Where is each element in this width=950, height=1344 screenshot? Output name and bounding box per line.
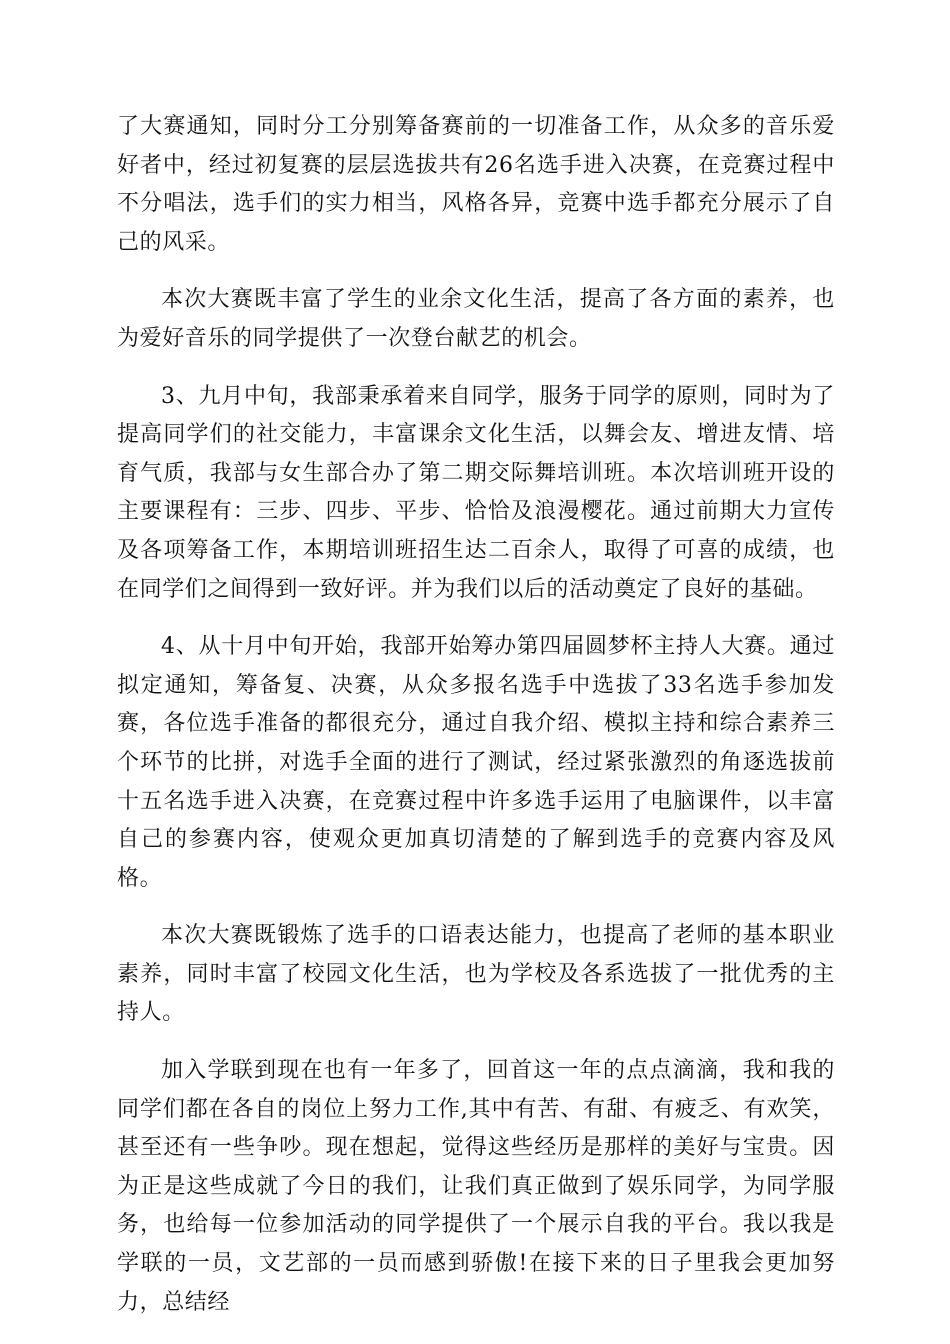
paragraph-4: 4、从十月中旬开始，我部开始筹办第四届圆梦杯主持人大赛。通过拟定通知，筹备复、决赛，从众多报名选手中选拔了33名选手参加发赛，各位选手准备的都很充分，通过自我介绍、模拟主持和综合素养三个环节的比拼，对选手全面的进行了测试，经过紧张激烈的角逐选拔前十五名选手进入决赛，在竞赛过程中许多选手运用了电脑课件，以丰富自己的参赛内容，使观众更加真切清楚的了解到选手的竞赛内容及风格。 (117, 634, 835, 891)
paragraph-6: 加入学联到现在也有一年多了，回首这一年的点点滴滴，我和我的同学们都在各自的岗位上努力工作,其中有苦、有甜、有疲乏、有欢笑，甚至还有一些争吵。现在想起，觉得这些经历是那样的美好与宝贵。因为正是这些成就了今日的我们，让我们真正做到了娱乐同学，为同学服务，也给每一位参加活动的同学提供了一个展示自我的平台。我以我是学联的一员，文艺部的一员而感到骄傲!在接下来的日子里我会更加努力，总结经 (117, 1058, 835, 1315)
paragraph-5: 本次大赛既锻炼了选手的口语表达能力，也提高了老师的基本职业素养，同时丰富了校园文化生活，也为学校及各系选拔了一批优秀的主持人。 (117, 923, 835, 1026)
paragraph-2: 本次大赛既丰富了学生的业余文化生活，提高了各方面的素养，也为爱好音乐的同学提供了一次登台献艺的机会。 (117, 287, 835, 351)
paragraph-3: 3、九月中旬，我部秉承着来自同学，服务于同学的原则，同时为了提高同学们的社交能力，丰富课余文化生活，以舞会友、增进友情、培育气质，我部与女生部合办了第二期交际舞培训班。本次培训班开设的主要课程有：三步、四步、平步、恰恰及浪漫樱花。通过前期大力宣传及各项筹备工作，本期培训班招生达二百余人，取得了可喜的成绩，也在同学们之间得到一致好评。并为我们以后的活动奠定了良好的基础。 (117, 383, 835, 602)
paragraph-1: 了大赛通知，同时分工分别筹备赛前的一切准备工作，从众多的音乐爱好者中，经过初复赛的层层选拔共有26名选手进入决赛，在竞赛过程中不分唱法，选手们的实力相当，风格各异，竞赛中选手都充分展示了自己的风采。 (117, 114, 835, 255)
document-body (117, 108, 835, 1341)
